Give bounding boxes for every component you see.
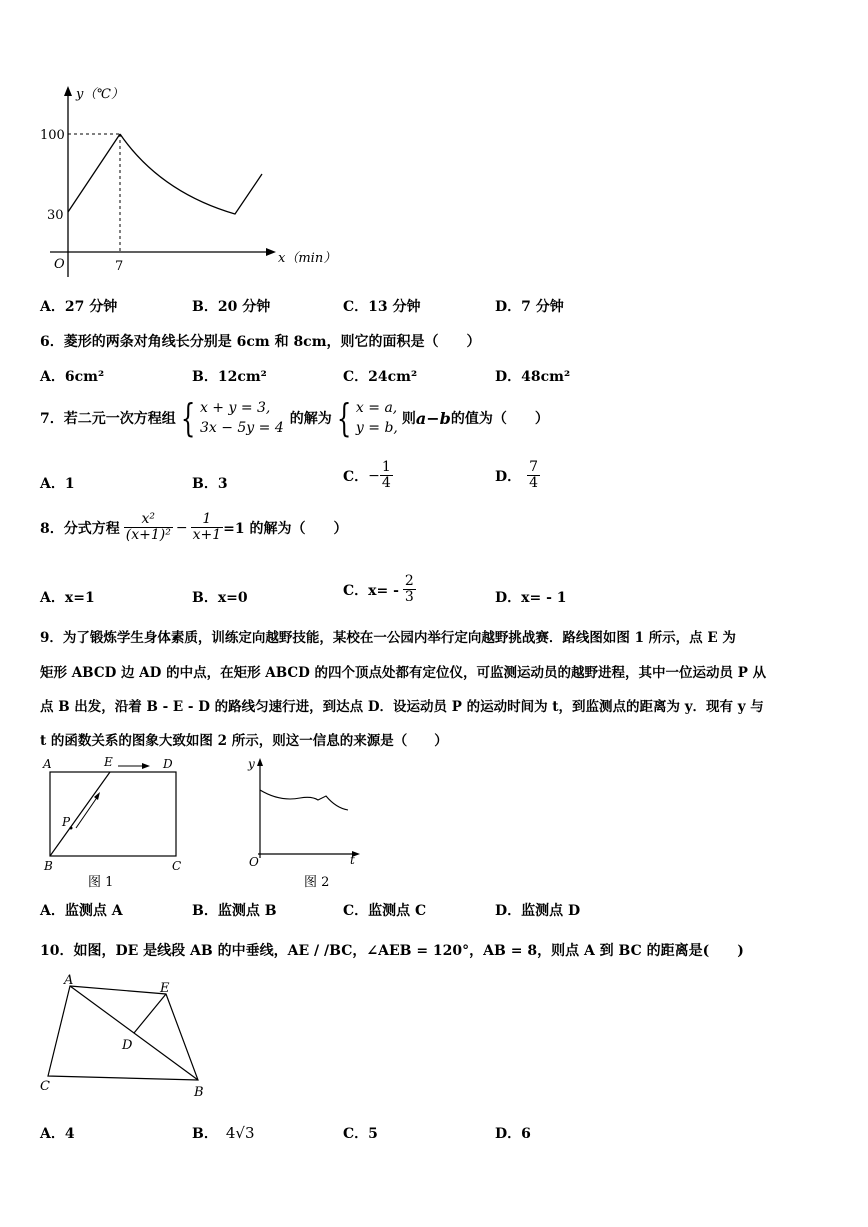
svg-text:图 1: 图 1 xyxy=(88,875,114,889)
x-axis-label: x（min） xyxy=(278,251,337,266)
svg-text:B: B xyxy=(194,1085,204,1100)
temperature-graph xyxy=(40,82,340,282)
q9-option-b[interactable]: B．监测点 B xyxy=(192,903,277,919)
svg-text:C: C xyxy=(40,1079,50,1094)
q8-text: 8．分式方程 $\frac{\text{x²}}{\text{(x+1)²}}$ − $\frac{1}{x+1}$ =1 的解为（ ） xyxy=(40,511,348,544)
y-tick-30: 30 xyxy=(47,208,64,223)
cooling-curve xyxy=(120,134,262,214)
q9-option-c[interactable]: C．监测点 C xyxy=(343,903,427,919)
q5-option-d[interactable]: D．7 分钟 xyxy=(495,299,564,315)
q7-option-c[interactable]: C． − $\frac{1}{4}$ xyxy=(343,459,391,492)
q9-line-1: 9．为了锻炼学生身体素质，训练定向越野技能，某校在一公园内举行定向越野挑战赛．路线图如图 1 所示，点 E 为 xyxy=(40,630,736,646)
q9-line-3: 点 B 出发，沿着 B - E - D 的路线匀速行进，到达点 D．设运动员 P 的运动时间为 t，到监测点的距离为 y．现有 y 与 xyxy=(40,699,764,715)
q7-option-d[interactable]: D． $\frac{7}{4}$ xyxy=(495,459,539,492)
svg-text:E: E xyxy=(160,981,170,996)
q7-option-a[interactable]: A．1 xyxy=(40,476,75,492)
svg-text:P: P xyxy=(62,815,71,829)
q9-figure-2 xyxy=(240,754,365,889)
svg-text:D: D xyxy=(163,757,173,771)
svg-text:A: A xyxy=(43,757,52,771)
q7-text: 7．若二元一次方程组 { x + y = 3, 3x − 5y = 4 的解为 { x = a, y = b, 则 a−b 的值为（ ） xyxy=(40,396,549,441)
svg-text:A: A xyxy=(64,973,74,988)
q6-option-c[interactable]: C．24cm² xyxy=(343,369,418,385)
q8-option-b[interactable]: B．x=0 xyxy=(192,590,248,606)
q10-option-c[interactable]: C．5 xyxy=(343,1126,378,1142)
q10-option-a[interactable]: A．4 xyxy=(40,1126,75,1142)
svg-text:E: E xyxy=(104,755,113,769)
heating-line xyxy=(68,134,120,212)
origin-label: O xyxy=(54,257,65,272)
q7-option-b[interactable]: B．3 xyxy=(192,476,228,492)
q9-option-d[interactable]: D．监测点 D xyxy=(495,903,581,919)
x-tick-7: 7 xyxy=(115,259,124,274)
q6-option-d[interactable]: D．48cm² xyxy=(495,369,571,385)
svg-text:图 2: 图 2 xyxy=(304,875,330,889)
q10-option-d[interactable]: D．6 xyxy=(495,1126,531,1142)
q6-text: 6．菱形的两条对角线长分别是 6cm 和 8cm，则它的面积是（ ） xyxy=(40,334,481,350)
q9-figure-1 xyxy=(40,754,190,889)
svg-text:B: B xyxy=(44,859,53,873)
q10-option-b[interactable]: B． 4√3 xyxy=(192,1124,255,1142)
q5-option-b[interactable]: B．20 分钟 xyxy=(192,299,271,315)
svg-text:t: t xyxy=(350,853,355,867)
q5-option-a[interactable]: A．27 分钟 xyxy=(40,299,118,315)
svg-text:D: D xyxy=(122,1038,133,1053)
q5-option-c[interactable]: C．13 分钟 xyxy=(343,299,421,315)
q6-option-b[interactable]: B．12cm² xyxy=(192,369,267,385)
q8-option-c[interactable]: C．x= - $\frac{2}{3}$ xyxy=(343,573,414,606)
q8-option-d[interactable]: D．x= - 1 xyxy=(495,590,567,606)
y-tick-100: 100 xyxy=(40,128,65,143)
q9-line-4: t 的函数关系的图象大致如图 2 所示，则这一信息的来源是（ ） xyxy=(40,733,448,749)
q9-line-2: 矩形 ABCD 边 AD 的中点，在矩形 ABCD 的四个顶点处都有定位仪，可监测运动员的越野进程，其中一位运动员 P 从 xyxy=(40,665,767,681)
svg-text:y: y xyxy=(248,757,255,771)
y-axis-label: y（℃） xyxy=(76,87,124,102)
svg-text:C: C xyxy=(172,859,182,873)
q9-option-a[interactable]: A．监测点 A xyxy=(40,903,123,919)
q10-text: 10．如图，DE 是线段 AB 的中垂线，AE / /BC，∠AEB = 120°，AB = 8，则点 A 到 BC 的距离是( ) xyxy=(40,943,744,959)
q6-option-a[interactable]: A．6cm² xyxy=(40,369,105,385)
svg-text:O: O xyxy=(249,855,259,869)
q10-figure xyxy=(38,972,218,1102)
q8-option-a[interactable]: A．x=1 xyxy=(40,590,95,606)
